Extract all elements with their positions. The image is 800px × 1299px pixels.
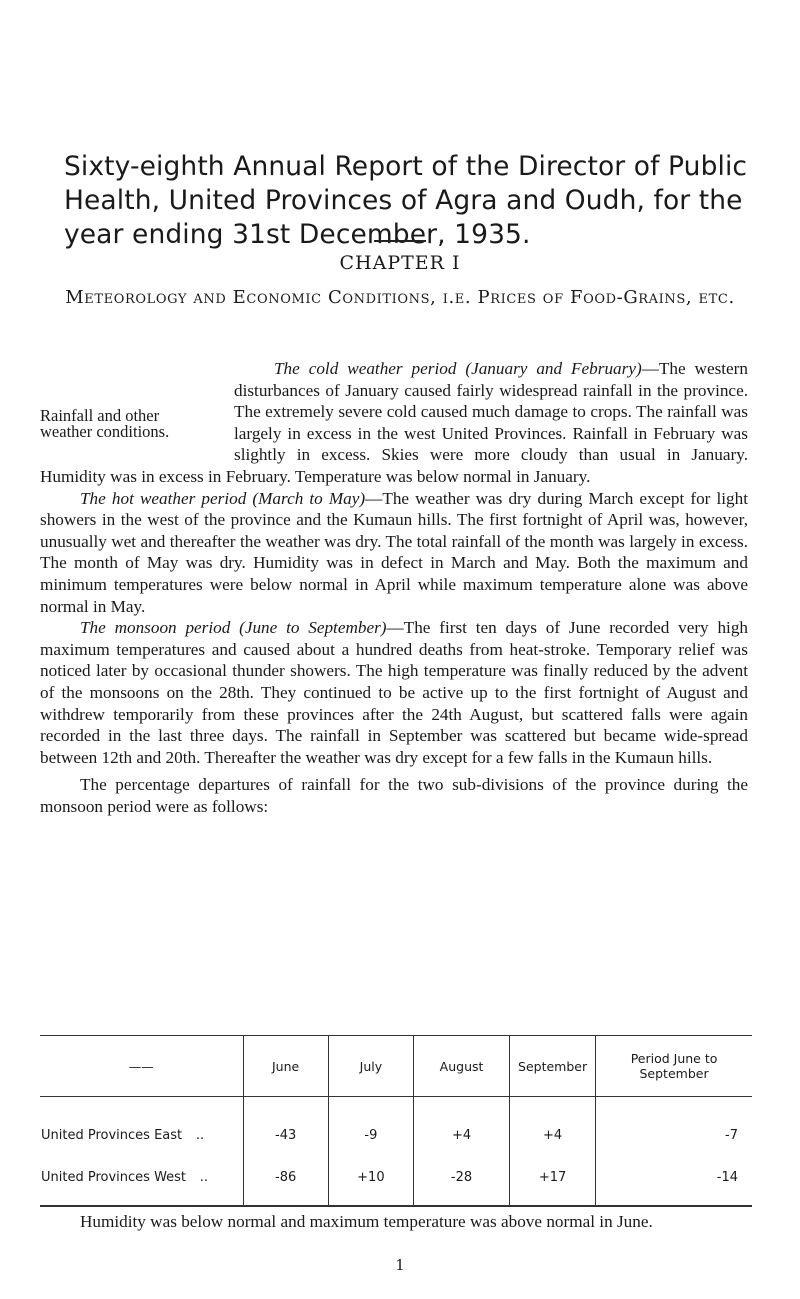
table-cell: -43 <box>243 1097 328 1157</box>
chapter-heading: CHAPTER I <box>339 252 461 274</box>
row-label: United Provinces West .. <box>40 1156 243 1206</box>
table-cell: -9 <box>328 1097 413 1157</box>
column-header: June <box>243 1036 328 1097</box>
row-label-text: United Provinces West <box>41 1169 187 1185</box>
row-label-text: United Provinces East <box>41 1127 183 1143</box>
table-row <box>40 1156 752 1206</box>
closing-paragraph: Humidity was below normal and maximum temperature was above normal in June. <box>80 1212 653 1231</box>
hot-weather-text: —The weather was dry during March except for light showers in the west of the province and the Kumaun hills. The first fortnight of April was, however, unusually wet and thereafter the weather was dry. The total rainfall of the month was largely in excess. The month of May was dry. Humidity was in defect in March and May. Both the maximum and minimum temperatures were below normal in April while maximum temperature alone was above normal in May. <box>40 488 749 616</box>
rainfall-table-wrapper <box>40 1035 752 1207</box>
cold-weather-text-continued: disturbances of January caused fairly widespread rainfall in the province. The extremely severe cold caused much damage to crops. The rainfall was largely in excess in the west United Provinces. Rainfall in February was slightly in excess. Skies were more cloudy than usual in January. Humidity was in excess in February. Temperature was below normal in January. <box>40 380 748 486</box>
table-row <box>40 1097 752 1157</box>
paragraph-table-intro: The percentage departures of rainfall for the two sub-divisions of the province during the monsoon period were as follows: <box>40 775 748 816</box>
row-label: United Provinces East .. <box>41 1127 205 1143</box>
cold-weather-text: —The western <box>641 359 748 378</box>
cold-weather-heading: The cold weather period (January and February) <box>274 359 642 378</box>
monsoon-text: —The first ten days of June recorded very high maximum temperatures and caused about a hundred deaths from heat-stroke. Temporary relief was noticed later by occasional thunder showers. The high temperature was finally reduced by the advent of the monsoons on the 28th. They continued to be active up to the first fortnight of August and withdrew temporarily from these provinces after the 24th August, but scattered falls were again recorded in the last three days. The rainfall in September was scattered but became wide-spread between 12th and 20th. Thereafter the weather was dry except for a few falls in the Kumaun hills. <box>40 618 749 767</box>
table-cell: -7 <box>596 1097 752 1157</box>
column-header: July <box>328 1036 413 1097</box>
table-cell: +17 <box>510 1156 596 1206</box>
column-header: Period June to September <box>596 1036 752 1097</box>
chapter-rule <box>374 240 426 242</box>
column-header: August <box>414 1036 510 1097</box>
table-cell: +10 <box>328 1156 413 1206</box>
table-cell: +4 <box>510 1097 596 1157</box>
table-cell: +4 <box>414 1097 510 1157</box>
rainfall-departure-table <box>40 1035 752 1207</box>
page-number: 1 <box>395 1256 405 1274</box>
margin-note <box>40 408 200 440</box>
hot-weather-heading: The hot weather period (March to May) <box>80 488 366 508</box>
section-heading: Meteorology and Economic Conditions, i.e. Prices of Food-Grains, etc. <box>65 287 735 308</box>
monsoon-heading: The monsoon period (June to September) <box>80 618 387 638</box>
table-cell: -86 <box>243 1156 328 1206</box>
table-cell: -28 <box>414 1156 510 1206</box>
table-corner: —— <box>128 1058 154 1074</box>
table-cell: -14 <box>596 1156 752 1206</box>
margin-note-text: Rainfall and other weather conditions. <box>40 406 170 441</box>
report-title: Sixty-eighth Annual Report of the Director of Public Health, United Provinces of Agra and Oudh, for the year ending 31st December, 1935. <box>64 151 748 250</box>
paragraph-monsoon <box>40 617 748 768</box>
paragraph-hot-weather <box>40 488 748 618</box>
column-header: September <box>510 1036 596 1097</box>
table-header-row <box>40 1036 752 1097</box>
